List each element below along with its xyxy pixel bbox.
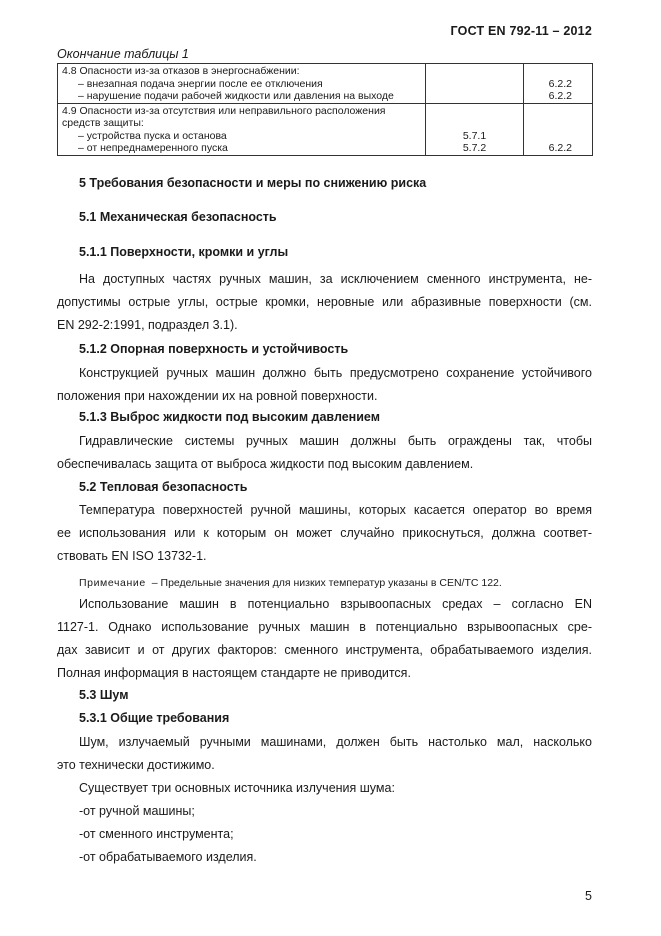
- paragraph-line: допустимы острые углы, острые кромки, неровные или абразивные поверхности (см.: [57, 295, 592, 309]
- cell-text: [430, 65, 519, 78]
- section-heading-5-2: 5.2 Тепловая безопасность: [79, 480, 248, 494]
- table-row: [58, 64, 593, 104]
- paragraph-line: Конструкцией ручных машин должно быть предусмотрено сохранение устойчивого: [79, 366, 592, 380]
- note-text: – Предельные значения для низких температур указаны в CEN/TC 122.: [151, 577, 502, 589]
- table-cell-hazard: [58, 103, 426, 155]
- paragraph-line: это технически достижимо.: [57, 758, 215, 772]
- paragraph-line: обеспечивалась защита от выброса жидкости под высоким давлением.: [57, 457, 474, 471]
- table-cell-ref: [524, 64, 593, 104]
- cell-text: 5.7.2: [462, 142, 487, 154]
- paragraph-line: Температура поверхностей ручной машины, которых касается оператор во время: [79, 503, 592, 517]
- paragraph-line: Шум, излучаемый ручными машинами, должен быть настолько мал, насколько: [79, 735, 592, 749]
- table-cell-ref: [426, 103, 524, 155]
- table-cell-ref: [524, 103, 593, 155]
- cell-text: средств защиты:: [62, 117, 144, 129]
- cell-text: – от непреднамеренного пуска: [78, 142, 228, 154]
- table-row: [58, 103, 593, 155]
- paragraph-line: EN 292-2:1991, подраздел 3.1).: [57, 318, 238, 332]
- section-heading-5-1-2: 5.1.2 Опорная поверхность и устойчивость: [79, 342, 349, 356]
- table-cell-ref: [426, 64, 524, 104]
- cell-text: – устройства пуска и останова: [78, 129, 227, 142]
- cell-text: 6.2.2: [548, 90, 572, 102]
- cell-text: [430, 78, 519, 91]
- paragraph-5-2b: [57, 593, 592, 685]
- paragraph-line: ее использования или к которым он может случайно прикоснуться, должна соответ-: [57, 526, 592, 540]
- cell-text: 4.9 Опасности из-за отсутствия или неправильного расположения: [62, 104, 386, 117]
- section-heading-5-1-3: 5.1.3 Выброс жидкости под высоким давлением: [79, 410, 380, 424]
- paragraph-line: На доступных частях ручных машин, за исключением сменного инструмента, не-: [79, 272, 592, 286]
- section-heading-5-1: 5.1 Механическая безопасность: [79, 210, 277, 224]
- paragraph-5-1-3: [57, 430, 592, 476]
- paragraph-line: Полная информация в настоящем стандарте не приводится.: [57, 666, 411, 680]
- paragraph-line: 1127-1. Однако использование ручных машин в потенциально взрывоопасных сре-: [57, 620, 592, 634]
- paragraph-5-2: [57, 499, 592, 568]
- section-heading-5-1-1: 5.1.1 Поверхности, кромки и углы: [79, 245, 289, 259]
- page-number: 5: [585, 889, 592, 903]
- paragraph-5-1-2: [57, 362, 592, 408]
- section-heading-5: 5 Требования безопасности и меры по снижению риска: [79, 176, 427, 190]
- note-label: Примечание: [79, 577, 146, 589]
- paragraph-line: ствовать EN ISO 13732-1.: [57, 549, 207, 563]
- cell-text: [528, 117, 588, 130]
- paragraph-5-1-1: [57, 268, 592, 337]
- document-id: ГОСТ EN 792-11 – 2012: [450, 24, 592, 38]
- cell-text: [430, 90, 519, 103]
- paragraph-line: Существует три основных источника излучения шума:: [79, 781, 395, 795]
- cell-text: [528, 130, 588, 143]
- list-item: -от сменного инструмента;: [79, 827, 234, 841]
- section-heading-5-3: 5.3 Шум: [79, 688, 129, 702]
- table-caption: Окончание таблицы 1: [57, 47, 189, 61]
- cell-text: [528, 65, 588, 78]
- cell-text: 6.2.2: [548, 77, 572, 90]
- cell-text: [430, 117, 519, 130]
- paragraph-line: дах зависит и от других факторов: сменного инструмента, обрабатываемого изделия.: [57, 643, 592, 657]
- cell-text: [528, 105, 588, 118]
- paragraph-line: положения при нахождении их на ровной поверхности.: [57, 389, 378, 403]
- list-item: -от ручной машины;: [79, 804, 195, 818]
- cell-text: [430, 105, 519, 118]
- paragraph-5-3-1b: [57, 777, 592, 800]
- cell-text: – внезапная подача энергии после ее отключения: [78, 77, 323, 90]
- paragraph-line: Гидравлические системы ручных машин должны быть ограждены так, чтобы: [79, 434, 592, 448]
- note: [79, 577, 502, 589]
- hazards-table: [57, 63, 593, 156]
- list-item: -от обрабатываемого изделия.: [79, 850, 257, 864]
- cell-text: 4.8 Опасности из-за отказов в энергоснабжении:: [62, 65, 300, 77]
- cell-text: 6.2.2: [548, 142, 572, 154]
- section-heading-5-3-1: 5.3.1 Общие требования: [79, 711, 230, 725]
- paragraph-5-3-1: [57, 731, 592, 777]
- cell-text: – нарушение подачи рабочей жидкости или давления на выходе: [78, 90, 394, 102]
- paragraph-line: Использование машин в потенциально взрывоопасных средах – согласно EN: [79, 597, 592, 611]
- table-cell-hazard: [58, 64, 426, 104]
- cell-text: 5.7.1: [462, 129, 487, 142]
